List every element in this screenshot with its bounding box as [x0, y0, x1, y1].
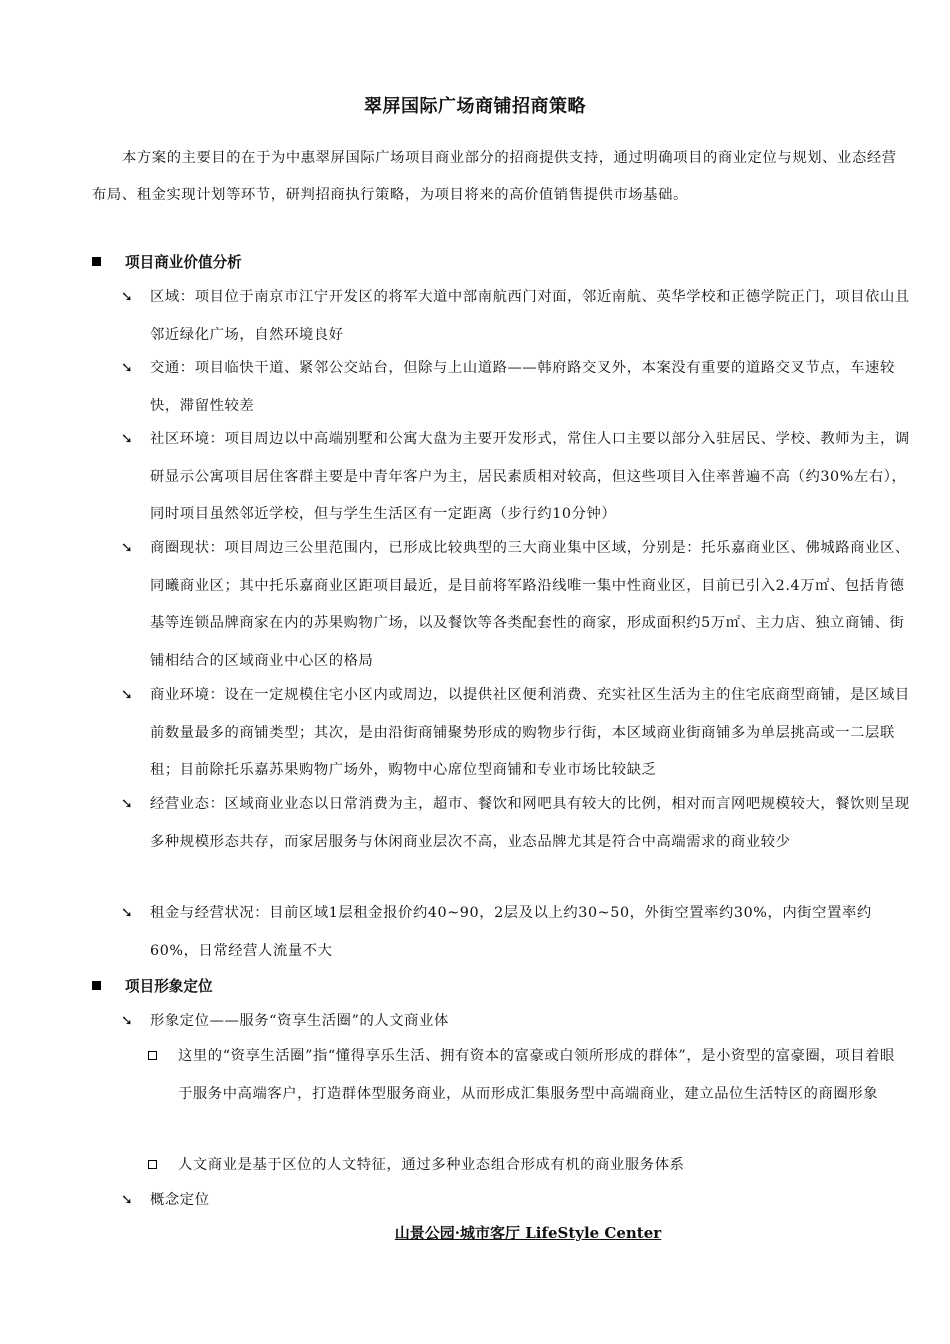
sub-item-humanistic-commerce — [148, 1147, 908, 1185]
arrow-bullet-icon: ➘ — [121, 796, 134, 812]
list-item-text: 交通：项目临快干道、紧邻公交站台，但除与上山道路——韩府路交叉外，本案没有重要的道路交叉节点，车速较快，滞留性较差 — [150, 360, 895, 414]
sub-item-lifestyle-circle — [148, 1038, 908, 1113]
arrow-bullet-icon: ➘ — [121, 1192, 134, 1208]
list-item-commercial-env — [121, 677, 911, 790]
hollow-square-bullet-icon — [148, 1160, 157, 1169]
arrow-bullet-icon: ➘ — [121, 431, 134, 447]
arrow-bullet-icon: ➘ — [121, 540, 134, 556]
list-item-text: 商圈现状：项目周边三公里范围内，已形成比较典型的三大商业集中区域，分别是：托乐嘉商业区、佛城路商业区、同曦商业区；其中托乐嘉商业区距项目最近，是目前将军路沿线唯一集中性商业区，目前已引入2.4万㎡、包括肯德基等连锁品牌商家在内的苏果购物广场，以及餐饮等各类配套性的商家，形成面积约5万㎡、主力店、独立商铺、街铺相结合的区域商业中心区的格局 — [150, 540, 910, 669]
list-item-community — [121, 421, 911, 534]
section-heading-value-analysis — [92, 251, 242, 272]
section-heading-positioning — [92, 975, 213, 996]
arrow-bullet-icon: ➘ — [121, 289, 134, 305]
list-item-text: 租金与经营状况：目前区域1层租金报价约40~90，2层及以上约30~50，外街空置率约30%，内街空置率约60%，日常经营人流量不大 — [150, 905, 872, 959]
arrow-bullet-icon: ➘ — [121, 687, 134, 703]
list-item-text: 区域：项目位于南京市江宁开发区的将军大道中部南航西门对面，邻近南航、英华学校和正德学院正门，项目依山且邻近绿化广场，自然环境良好 — [150, 289, 910, 343]
arrow-bullet-icon: ➘ — [121, 360, 134, 376]
list-item-region — [121, 279, 911, 354]
hollow-square-bullet-icon — [148, 1051, 157, 1060]
sub-item-text: 人文商业是基于区位的人文特征，通过多种业态组合形成有机的商业服务体系 — [178, 1157, 685, 1173]
list-item-text: 概念定位 — [150, 1192, 210, 1208]
list-item-text: 经营业态：区域商业业态以日常消费为主，超市、餐饮和网吧具有较大的比例，相对而言网吧规模较大，餐饮则呈现多种规模形态共存，而家居服务与休闲商业层次不高，业态品牌尤其是符合中高端需求的商业较少 — [150, 796, 910, 850]
list-item-text: 商业环境：设在一定规模住宅小区内或周边，以提供社区便利消费、充实社区生活为主的住宅底商型商铺，是区域目前数量最多的商铺类型；其次，是由沿街商铺聚势形成的购物步行街，本区域商业街商铺多为单层挑高或一二层联租；目前除托乐嘉苏果购物广场外，购物中心席位型商铺和专业市场比较缺乏 — [150, 687, 910, 778]
arrow-bullet-icon: ➘ — [121, 1013, 134, 1029]
square-bullet-icon — [92, 257, 101, 266]
list-item-business-circle — [121, 530, 911, 680]
square-bullet-icon — [92, 981, 101, 990]
list-item-business-format — [121, 786, 911, 861]
section-heading-text: 项目商业价值分析 — [125, 254, 242, 271]
list-item-text: 社区环境：项目周边以中高端别墅和公寓大盘为主要开发形式，常住人口主要以部分入驻居民、学校、教师为主，调研显示公寓项目居住客群主要是中青年客户为主，居民素质相对较高，但这些项目入住率普遍不高（约30%左右），同时项目虽然邻近学校，但与学生生活区有一定距离（步行约10分钟） — [150, 431, 910, 522]
list-item-text: 形象定位——服务“资享生活圈”的人文商业体 — [150, 1013, 449, 1029]
list-item-rent — [121, 895, 911, 970]
list-item-concept-positioning — [121, 1182, 911, 1220]
list-item-traffic — [121, 350, 911, 425]
section-heading-text: 项目形象定位 — [125, 978, 213, 995]
list-item-image-positioning — [121, 1003, 911, 1041]
arrow-bullet-icon: ➘ — [121, 905, 134, 921]
intro-paragraph: 本方案的主要目的在于为中惠翠屏国际广场项目商业部分的招商提供支持，通过明确项目的商业定位与规划、业态经营布局、租金实现计划等环节，研判招商执行策略，为项目将来的高价值销售提供市场基础。 — [92, 150, 897, 203]
sub-item-text: 这里的“资享生活圈”指“懂得享乐生活、拥有资本的富豪或白领所形成的群体”，是小资型的富豪圈，项目着眼于服务中高端客户，打造群体型服务商业，从而形成汇集服务型中高端商业，建立品位生活特区的商圈形象 — [178, 1048, 895, 1102]
concept-slogan: 山景公园·城市客厅 LifeStyle Center — [394, 1224, 662, 1242]
document-title: 翠屏国际广场商铺招商策略 — [364, 96, 586, 117]
